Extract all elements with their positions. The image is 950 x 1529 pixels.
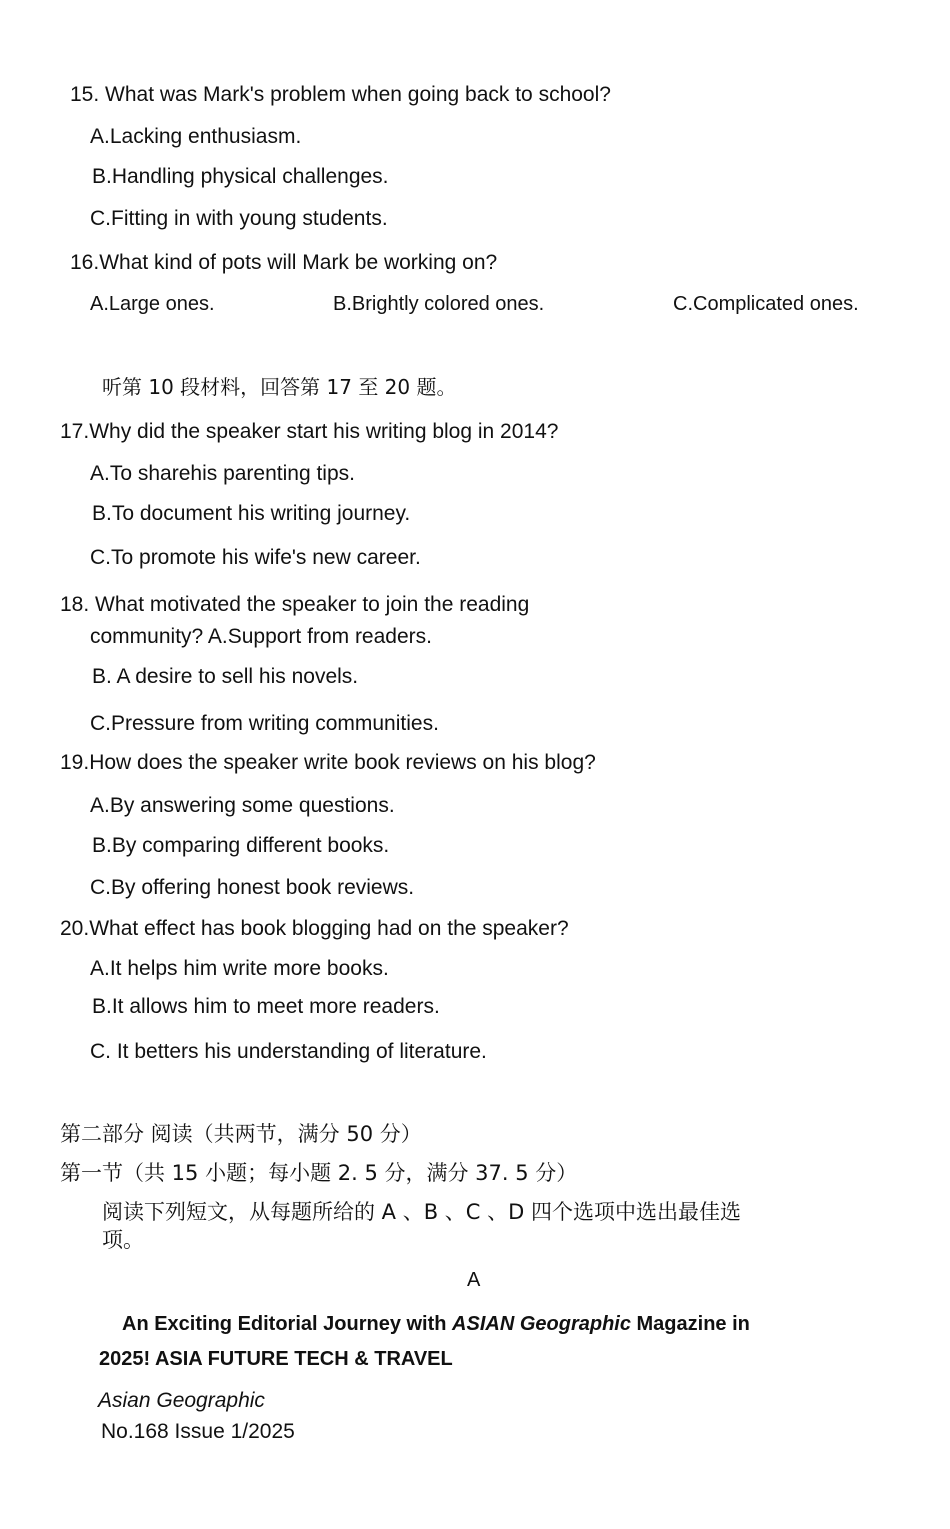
option-19c: C.By offering honest book reviews. [90, 876, 415, 899]
question-16: 16.What kind of pots will Mark be working on? [70, 251, 498, 274]
magazine-name: Asian Geographic [98, 1389, 265, 1412]
option-19a: A.By answering some questions. [90, 794, 395, 817]
title-magazine-italic: ASIAN Geographic [452, 1313, 631, 1335]
section-10-instruction: 听第 10 段材料，回答第 17 至 20 题。 [102, 375, 457, 399]
option-15c: C.Fitting in with young students. [90, 207, 388, 230]
passage-letter: A [467, 1269, 481, 1291]
passage-title-line1 [122, 1312, 750, 1336]
option-20c: C. It betters his understanding of literature. [90, 1040, 487, 1063]
passage-title-line2: 2025! ASIA FUTURE TECH & TRAVEL [99, 1348, 453, 1370]
section-one-heading: 第一节（共 15 小题；每小题 2. 5 分，满分 37. 5 分） [60, 1161, 578, 1185]
title-text-pre: An Exciting Editorial Journey with [122, 1313, 453, 1335]
issue-number: No.168 Issue 1/2025 [101, 1420, 295, 1443]
title-text-post: Magazine in [630, 1313, 750, 1335]
part-two-heading: 第二部分 阅读（共两节，满分 50 分） [60, 1122, 422, 1146]
question-19: 19.How does the speaker write book reviews on his blog? [60, 751, 596, 774]
option-16b: B.Brightly colored ones. [333, 293, 545, 315]
question-17: 17.Why did the speaker start his writing blog in 2014? [60, 420, 559, 443]
question-15: 15. What was Mark's problem when going back to school? [70, 83, 611, 106]
reading-instruction-line1: 阅读下列短文，从每题所给的 A 、B 、C 、D 四个选项中选出最佳选 [102, 1200, 741, 1224]
question-18-line2: community? A.Support from readers. [90, 625, 432, 648]
option-18b: B. A desire to sell his novels. [92, 665, 359, 688]
option-20b: B.It allows him to meet more readers. [92, 995, 440, 1018]
option-20a: A.It helps him write more books. [90, 957, 389, 980]
question-18-line1: 18. What motivated the speaker to join the reading [60, 593, 530, 616]
option-19b: B.By comparing different books. [92, 834, 390, 857]
option-17c: C.To promote his wife's new career. [90, 546, 421, 569]
option-17b: B.To document his writing journey. [92, 502, 411, 525]
option-17a: A.To sharehis parenting tips. [90, 462, 355, 485]
question-20: 20.What effect has book blogging had on the speaker? [60, 917, 569, 940]
option-18c: C.Pressure from writing communities. [90, 712, 439, 735]
reading-instruction-line2: 项。 [102, 1228, 144, 1252]
option-15a: A.Lacking enthusiasm. [90, 125, 302, 148]
option-15b: B.Handling physical challenges. [92, 165, 389, 188]
option-16a: A.Large ones. [90, 293, 215, 315]
option-16c: C.Complicated ones. [673, 293, 859, 315]
